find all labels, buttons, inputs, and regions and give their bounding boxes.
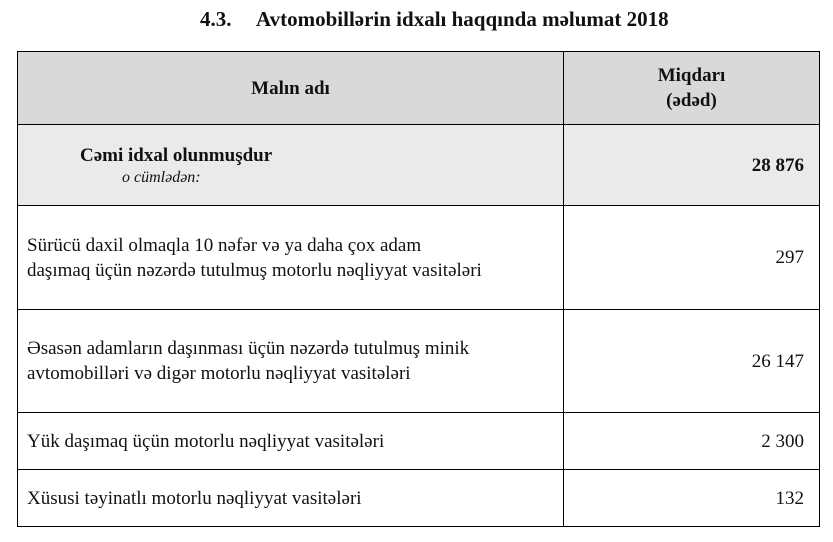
- table-header-row: [18, 52, 820, 125]
- table-row: [18, 310, 820, 413]
- row-name-line: daşımaq üçün nəzərdə tutulmuş motorlu nəqliyyat vasitələri: [27, 259, 482, 281]
- header-quantity-cell: [564, 52, 820, 125]
- row-name-cell: Yük daşımaq üçün motorlu nəqliyyat vasitələri: [18, 413, 564, 470]
- section-number: 4.3.: [200, 7, 232, 31]
- total-label: Cəmi idxal olunmuşdur: [80, 144, 273, 166]
- row-name-line: Sürücü daxil olmaqla 10 nəfər və ya daha çox adam: [27, 234, 422, 256]
- row-name-cell: Xüsusi təyinatlı motorlu nəqliyyat vasitələri: [18, 470, 564, 527]
- row-name-cell: [18, 310, 564, 413]
- header-quantity-label: Miqdarı: [657, 65, 726, 86]
- row-value-cell: 132: [564, 470, 820, 527]
- total-sublabel: o cümlədən:: [122, 168, 201, 186]
- header-quantity-unit: (ədəd): [666, 90, 717, 111]
- table-total-row: [18, 125, 820, 206]
- total-value-cell: 28 876: [564, 125, 820, 206]
- table-row: [18, 470, 820, 527]
- section-title: Avtomobillərin idxalı haqqında məlumat 2018: [256, 7, 669, 31]
- row-name-cell: [18, 206, 564, 310]
- import-table: [17, 51, 820, 527]
- row-name-line: avtomobilləri və digər motorlu nəqliyyat vasitələri: [27, 363, 411, 384]
- row-value-cell: 2 300: [564, 413, 820, 470]
- table-row: [18, 413, 820, 470]
- total-name-cell: [18, 125, 564, 206]
- table-row: [18, 206, 820, 310]
- row-name-line: Əsasən adamların daşınması üçün nəzərdə tutulmuş minik: [27, 338, 470, 359]
- page-title: [0, 4, 833, 34]
- header-name-cell: Malın adı: [18, 52, 564, 125]
- row-value-cell: 26 147: [564, 310, 820, 413]
- row-value-cell: 297: [564, 206, 820, 310]
